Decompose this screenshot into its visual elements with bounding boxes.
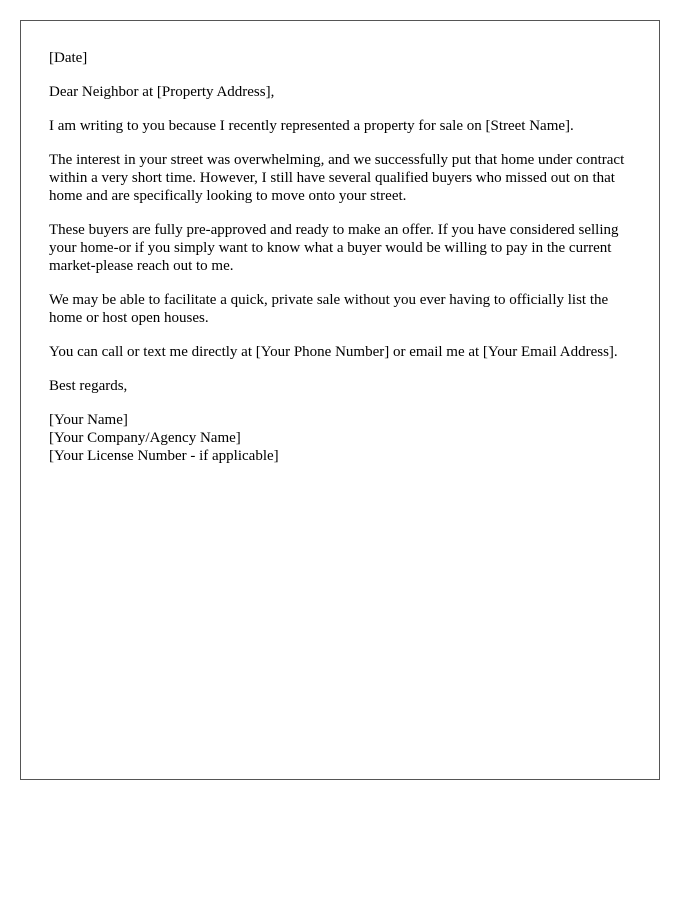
paragraph-intro: I am writing to you because I recently represented a property for sale on [Street Name]. xyxy=(49,118,574,134)
paragraph-interest: The interest in your street was overwhelming, and we successfully put that home under contract within a very short time. However, I still have several qualified buyers who missed out on that home and are specifically looking to move onto your street. xyxy=(49,152,625,204)
paragraph-private-sale: We may be able to facilitate a quick, private sale without you ever having to officially list the home or host open houses. xyxy=(49,292,609,326)
signature-block xyxy=(49,411,634,465)
letter-date: [Date] xyxy=(49,50,88,66)
letter-body xyxy=(49,49,634,465)
letter-closing: Best regards, xyxy=(49,378,128,394)
paragraph-contact: You can call or text me directly at [Your Phone Number] or email me at [Your Email Address]. xyxy=(49,344,618,360)
paragraph-buyers: These buyers are fully pre-approved and ready to make an offer. If you have considered selling your home-or if you simply want to know what a buyer would be willing to pay in the current market-please reach out to me. xyxy=(49,222,619,274)
letter-salutation: Dear Neighbor at [Property Address], xyxy=(49,84,275,100)
signature-company: [Your Company/Agency Name] xyxy=(49,430,241,446)
letter-page xyxy=(20,20,660,780)
signature-license: [Your License Number - if applicable] xyxy=(49,448,279,464)
signature-name: [Your Name] xyxy=(49,412,128,428)
